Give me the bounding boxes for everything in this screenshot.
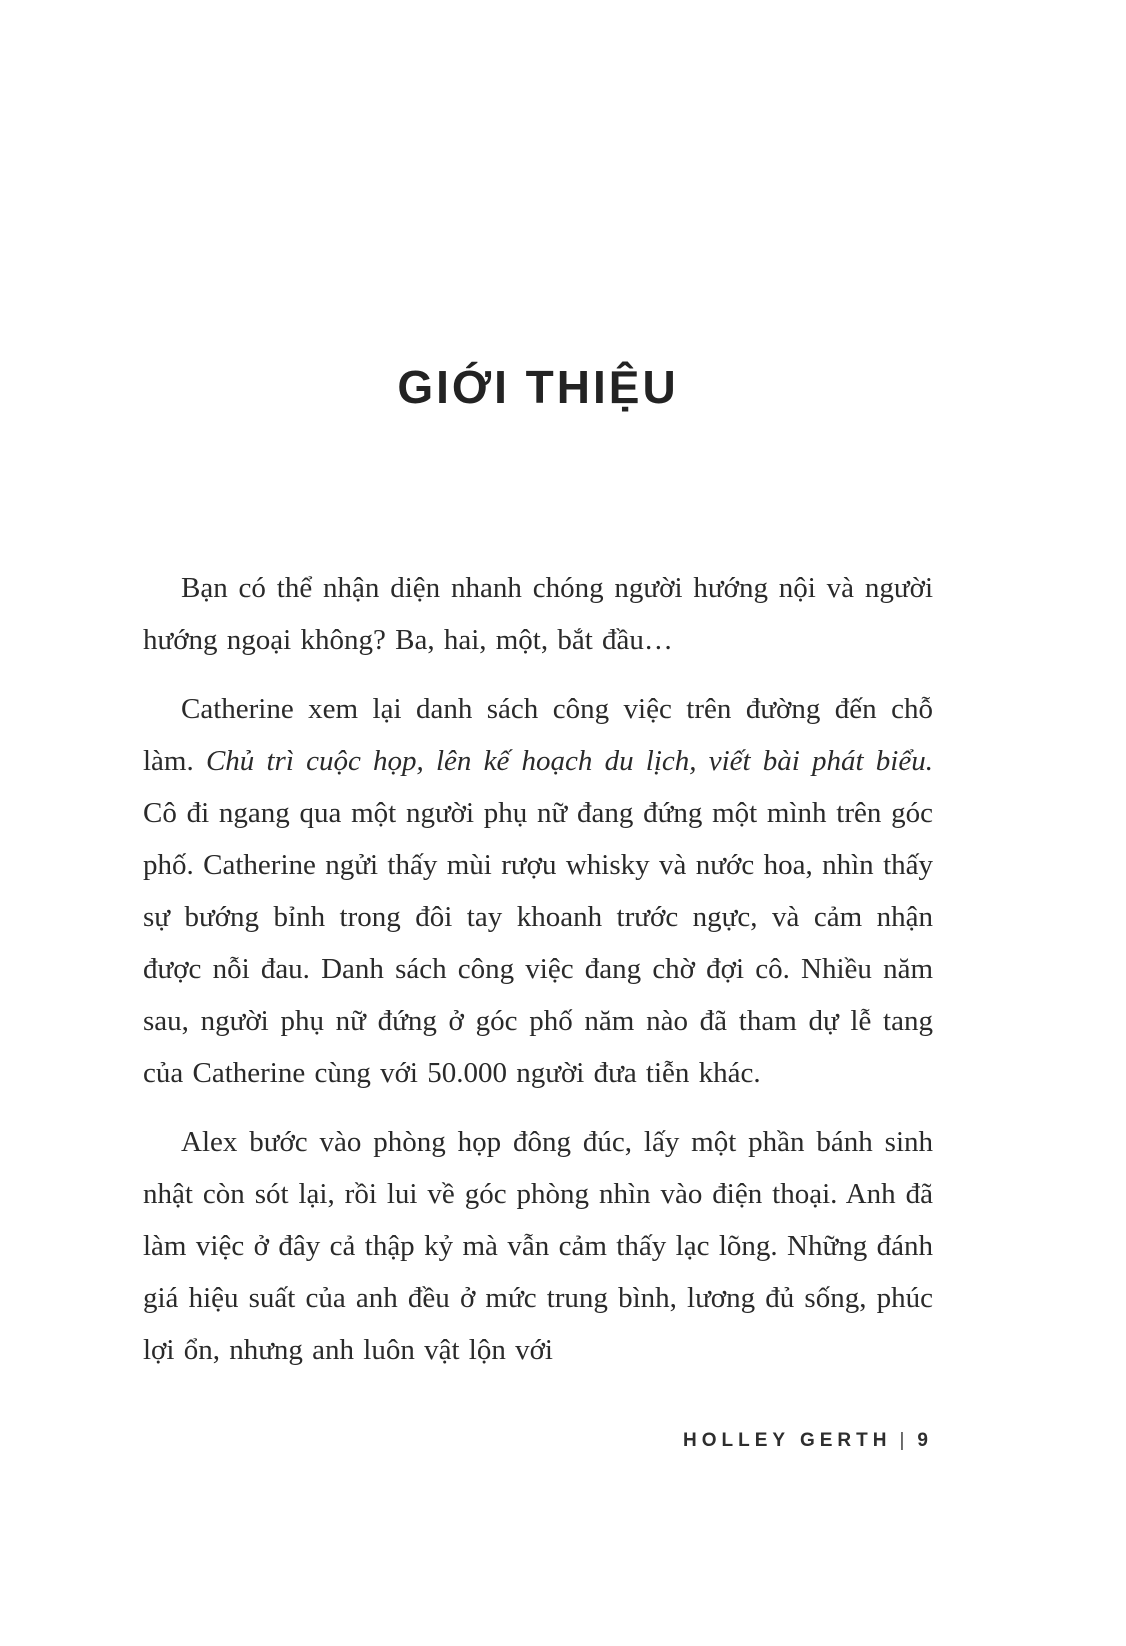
- text-run: Catherine xem lại danh sách công việc trên đường đến chỗ làm.: [143, 693, 933, 777]
- footer-separator: |: [899, 1430, 910, 1451]
- paragraph: [143, 1116, 933, 1376]
- italic-text-run: Chủ trì cuộc họp, lên kế hoạch du lịch, viết bài phát biểu.: [205, 745, 933, 777]
- footer-page-number: 9: [917, 1430, 933, 1451]
- text-run: Bạn có thể nhận diện nhanh chóng người hướng nội và người hướng ngoại không? Ba, hai, một, bắt đầu…: [143, 572, 933, 656]
- text-run: Alex bước vào phòng họp đông đúc, lấy một phần bánh sinh nhật còn sót lại, rồi lui về góc phòng nhìn vào điện thoại. Anh đã làm việc ở đây cả thập kỷ mà vẫn cảm thấy lạc lõng. Những đánh giá hiệu suất của anh đều ở mức trung bình, lương đủ sống, phúc lợi ổn, nhưng anh luôn vật lộn với: [143, 1126, 933, 1366]
- page-title: GIỚI THIỆU: [397, 361, 679, 413]
- page-content: [143, 0, 933, 1393]
- footer: [143, 1430, 933, 1452]
- paragraphs-container: [143, 562, 933, 1376]
- paragraph: [143, 683, 933, 1099]
- footer-author: HOLLEY GERTH: [682, 1430, 892, 1451]
- text-run: Cô đi ngang qua một người phụ nữ đang đứng một mình trên góc phố. Catherine ngửi thấy mùi rượu whisky và nước hoa, nhìn thấy sự bướng bỉnh trong đôi tay khoanh trước ngực, và cảm nhận được nỗi đau. Danh sách công việc đang chờ đợi cô. Nhiều năm sau, người phụ nữ đứng ở góc phố năm nào đã tham dự lễ tang của Catherine cùng với 50.000 người đưa tiễn khác.: [143, 797, 933, 1089]
- paragraph: [143, 562, 933, 666]
